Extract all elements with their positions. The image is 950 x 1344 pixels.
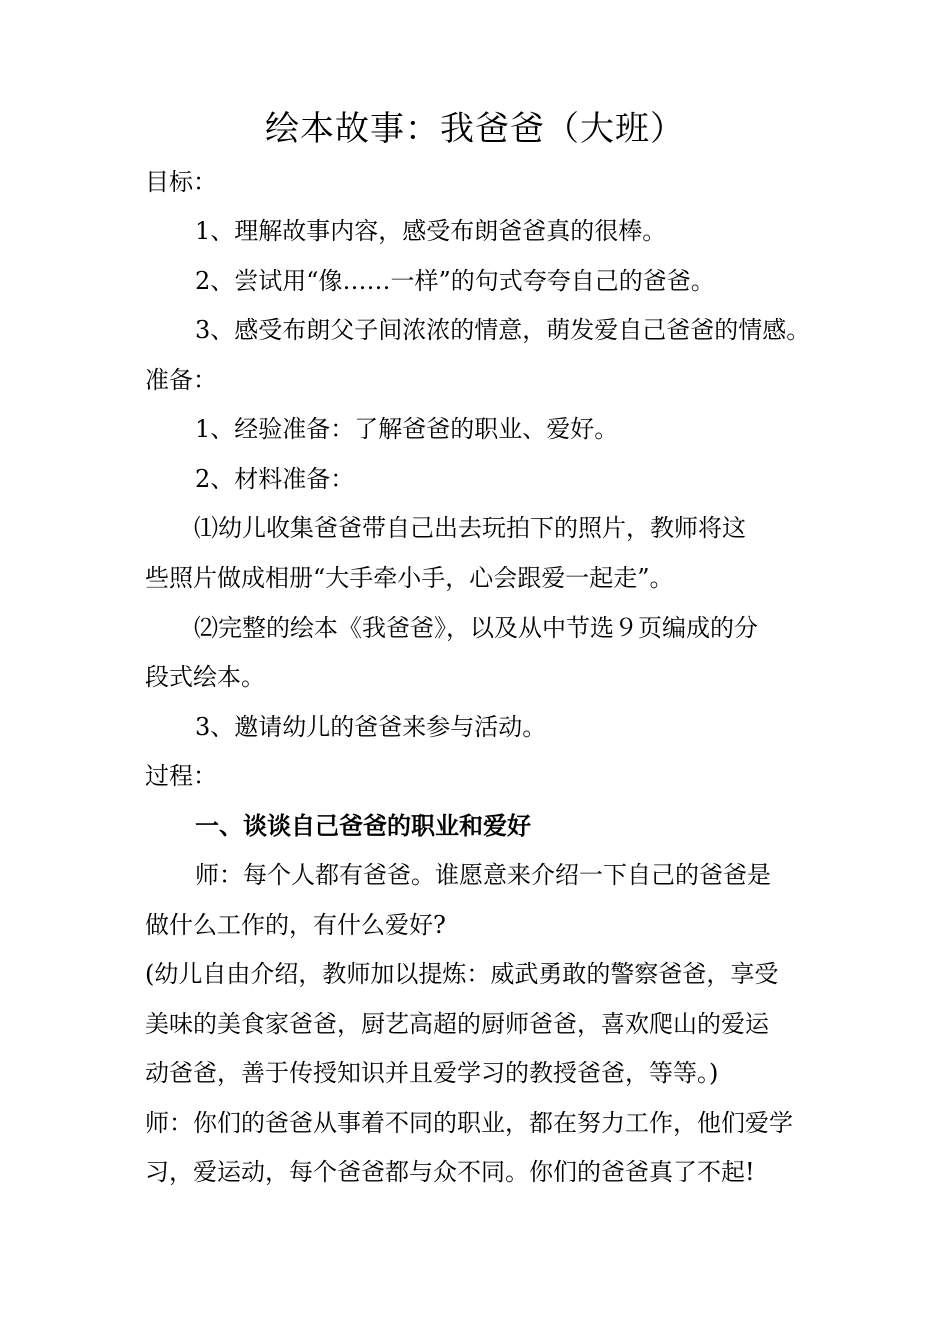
document-title: 绘本故事：我爸爸（大班） (265, 109, 685, 149)
section-heading-preparation: 准备： (145, 366, 217, 394)
prep-item-1: 1、经验准备：了解爸爸的职业、爱好。 (195, 415, 619, 443)
prep-subitem-2-line-1: ⑵完整的绘本《我爸爸》，以及从中节选９页编成的分 (194, 614, 758, 642)
goal-item-3: 3、感受布朗父子间浓浓的情意，萌发爱自己爸爸的情感。 (195, 316, 811, 344)
paragraph-line: 习，爱运动，每个爸爸都与众不同。你们的爸爸真了不起! (145, 1158, 755, 1186)
prep-subitem-1-line-1: ⑴幼儿收集爸爸带自己出去玩拍下的照片，教师将这 (194, 514, 746, 542)
prep-subitem-2-line-2: 段式绘本。 (145, 663, 265, 691)
paragraph-line: 动爸爸，善于传授知识并且爱学习的教授爸爸，等等。) (145, 1059, 719, 1087)
goal-item-1: 1、理解故事内容，感受布朗爸爸真的很棒。 (195, 217, 667, 245)
paragraph-line: (幼儿自由介绍，教师加以提炼：威武勇敢的警察爸爸，享受 (145, 960, 779, 988)
paragraph-line: 师：每个人都有爸爸。谁愿意来介绍一下自己的爸爸是 (195, 861, 771, 889)
section-heading-process: 过程： (145, 762, 217, 790)
prep-item-2: 2、材料准备： (195, 465, 355, 493)
paragraph-line: 美味的美食家爸爸，厨艺高超的厨师爸爸，喜欢爬山的爱运 (145, 1010, 769, 1038)
goal-item-2: 2、尝试用“像……一样”的句式夸夸自己的爸爸。 (195, 267, 715, 295)
prep-subitem-1-line-2: 些照片做成相册“大手牵小手，心会跟爱一起走”。 (145, 564, 674, 592)
prep-item-3: 3、邀请幼儿的爸爸来参与活动。 (195, 713, 547, 741)
section-heading-goals: 目标： (145, 168, 217, 196)
paragraph-line: 做什么工作的，有什么爱好? (145, 911, 446, 939)
process-step-1-heading: 一、谈谈自己爸爸的职业和爱好 (195, 811, 531, 840)
paragraph-line: 师：你们的爸爸从事着不同的职业，都在努力工作，他们爱学 (145, 1109, 793, 1137)
